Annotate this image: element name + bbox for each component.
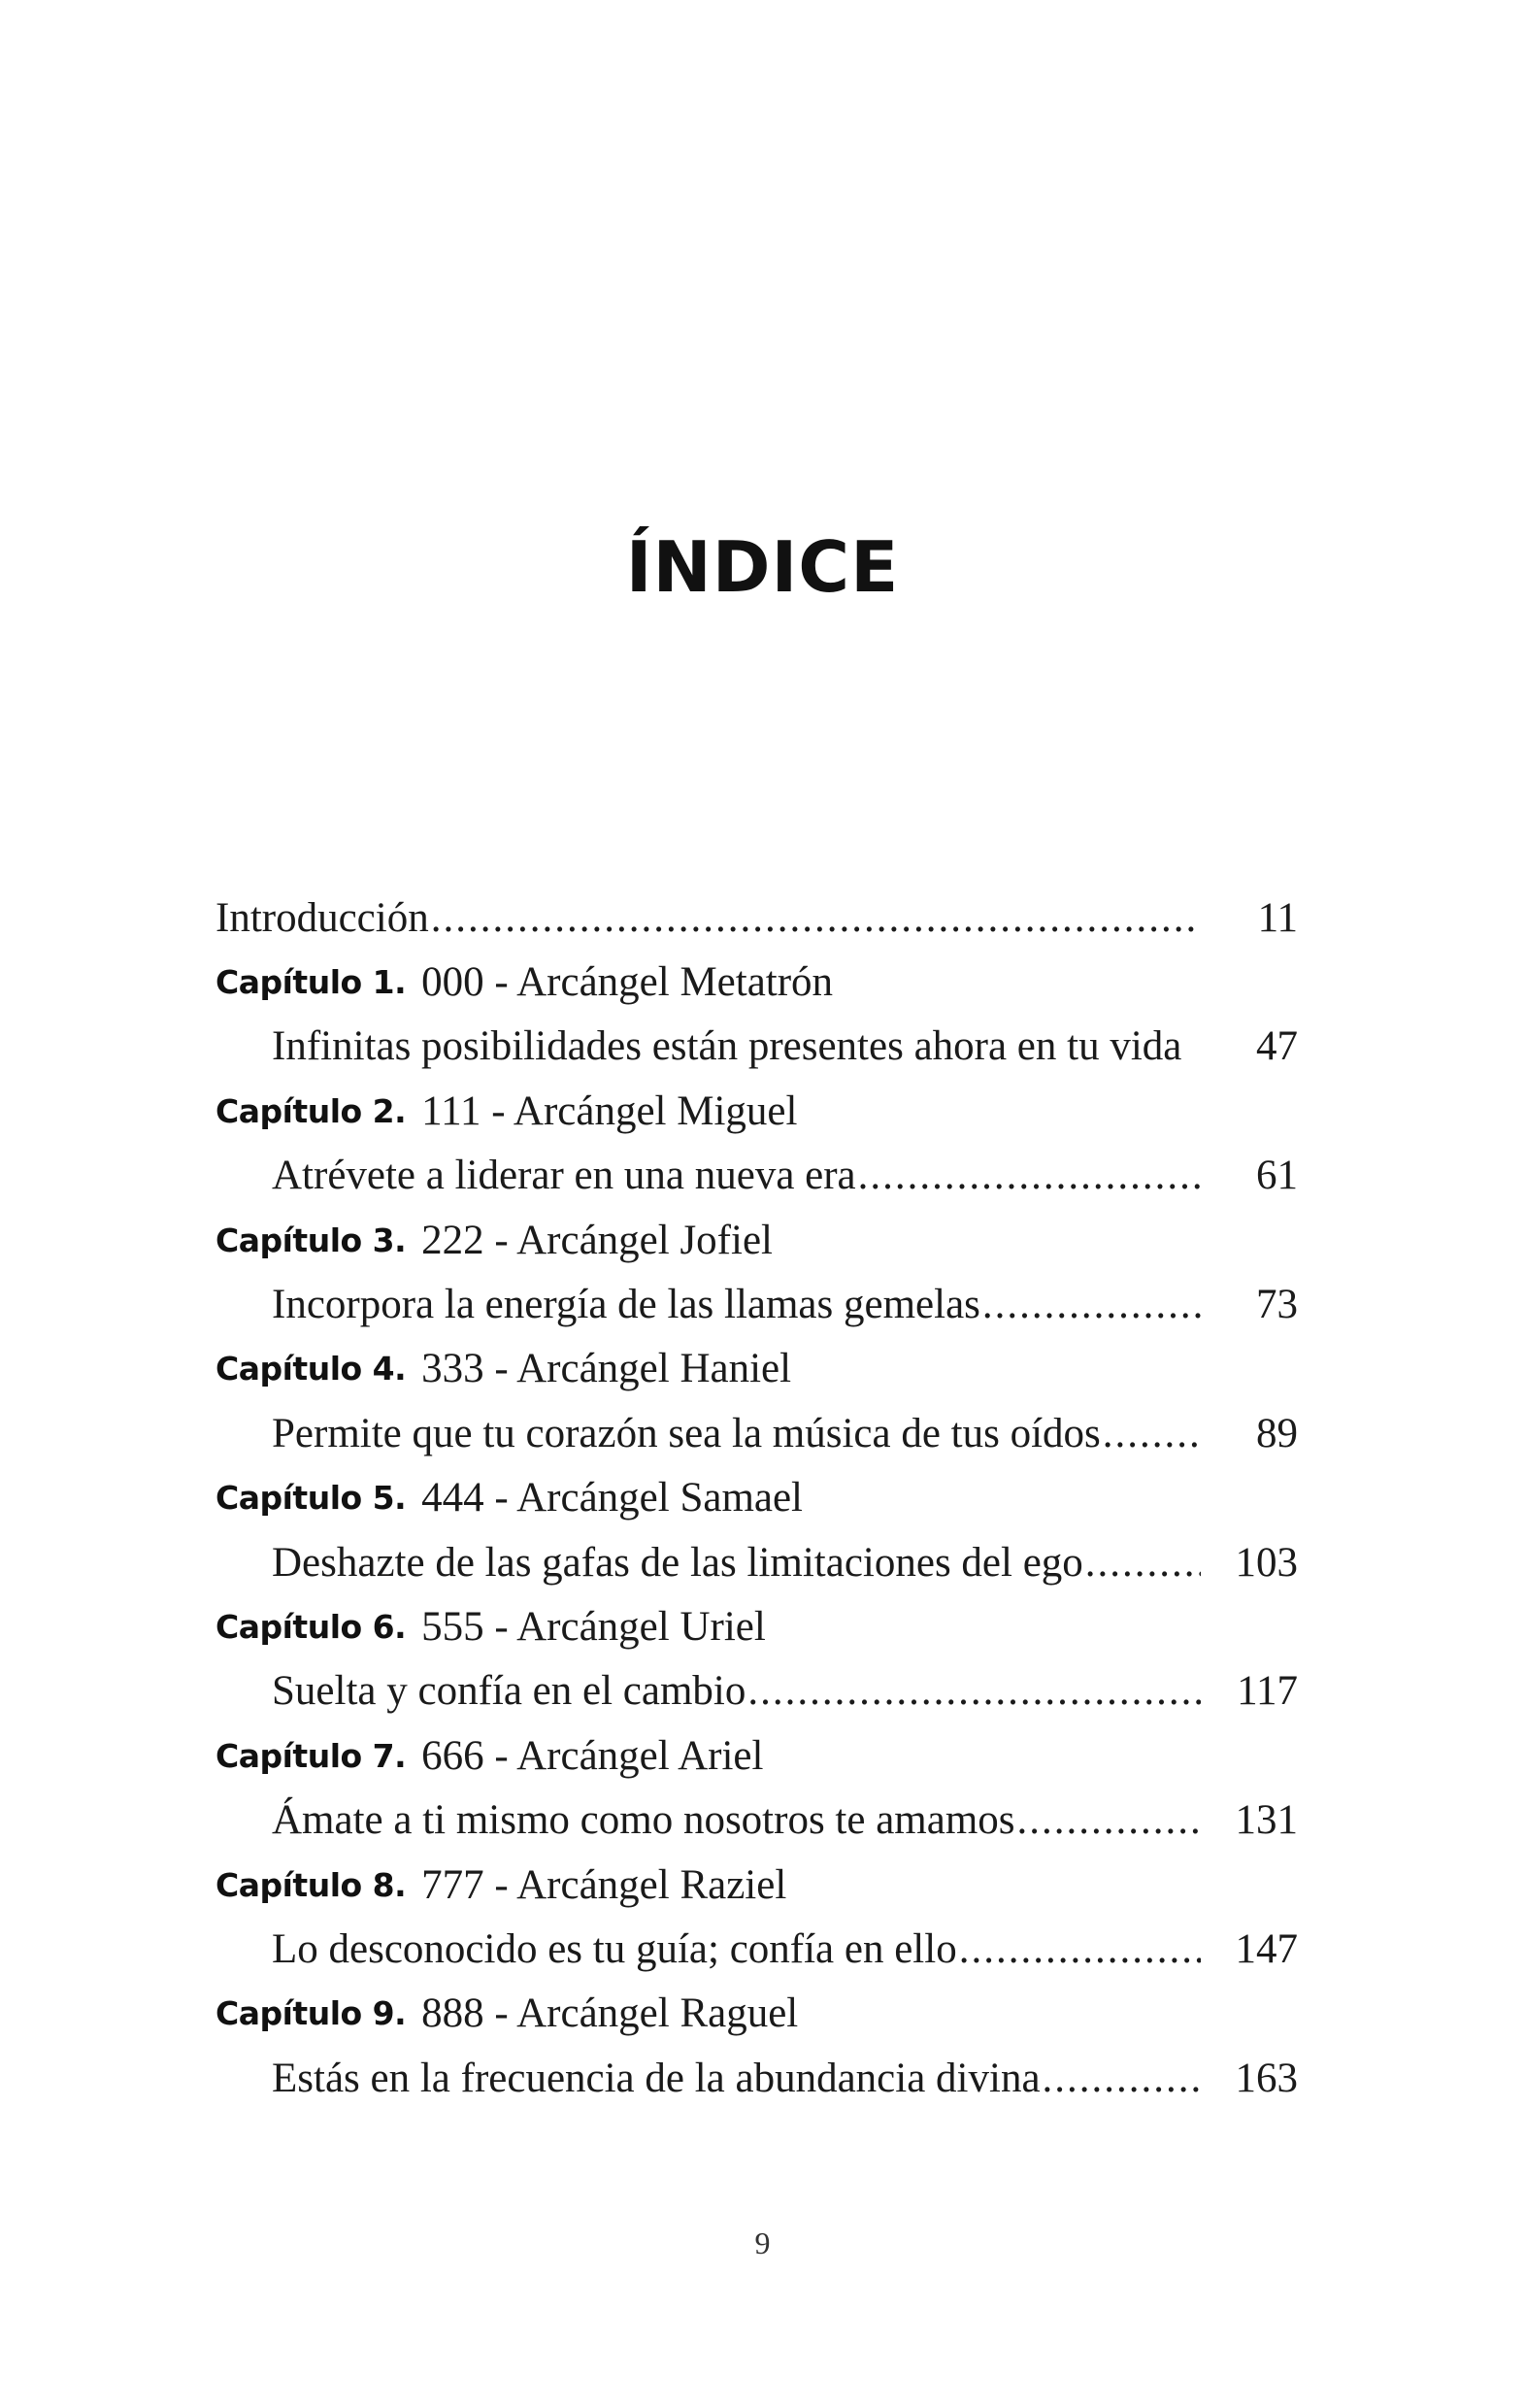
toc-entry-chapter-5[interactable]: [215, 1466, 1298, 1595]
chapter-heading-line: [215, 1208, 1298, 1272]
chapter-label: Capítulo 3.: [215, 1221, 407, 1259]
chapter-subtitle-line: [272, 1530, 1298, 1594]
dot-leader: [982, 1284, 1201, 1325]
toc-entry-chapter-9[interactable]: [215, 1982, 1298, 2111]
dot-leader: [1043, 2057, 1201, 2099]
chapter-heading: 222 - Arcángel Jofiel: [421, 1217, 773, 1263]
toc-entry-chapter-3[interactable]: [215, 1208, 1298, 1337]
toc-entry-chapter-4[interactable]: [215, 1337, 1298, 1466]
toc-page-number: 73: [1256, 1282, 1298, 1328]
dot-leader: [431, 897, 1201, 939]
toc-page-number: 163: [1235, 2055, 1298, 2101]
chapter-heading: 000 - Arcángel Metatrón: [421, 959, 834, 1006]
toc-page-number: 147: [1235, 1926, 1298, 1973]
chapter-label: Capítulo 2.: [215, 1091, 407, 1130]
chapter-subtitle: Lo desconocido es tu guía; confía en ello: [272, 1926, 957, 1973]
dot-leader: [1085, 1542, 1201, 1584]
chapter-heading-line: [215, 1723, 1298, 1788]
chapter-subtitle-line: [272, 1917, 1298, 1981]
toc-entry-introduction[interactable]: [215, 886, 1298, 950]
chapter-heading-line: [215, 1337, 1298, 1401]
toc-page-number: 103: [1235, 1539, 1298, 1586]
chapter-heading-line: [215, 1466, 1298, 1530]
chapter-heading-line: [215, 1982, 1298, 2046]
chapter-heading: 888 - Arcángel Raguel: [421, 1990, 799, 2037]
chapter-label: Capítulo 7.: [215, 1736, 407, 1775]
dot-leader: [959, 1928, 1201, 1970]
chapter-heading-line: [215, 1853, 1298, 1917]
toc-entry-chapter-7[interactable]: [215, 1723, 1298, 1853]
chapter-subtitle-line: [272, 1015, 1298, 1079]
dot-leader: [747, 1670, 1201, 1712]
chapter-subtitle-line: [272, 1144, 1298, 1208]
chapter-subtitle-line: [272, 1659, 1298, 1723]
toc-entry-chapter-1[interactable]: [215, 950, 1298, 1079]
chapter-heading: 777 - Arcángel Raziel: [421, 1861, 787, 1908]
chapter-label: Capítulo 8.: [215, 1865, 407, 1904]
chapter-subtitle-line: [272, 2046, 1298, 2110]
chapter-label: Capítulo 5.: [215, 1479, 407, 1518]
chapter-subtitle: Estás en la frecuencia de la abundancia divina: [272, 2055, 1041, 2101]
chapter-heading-line: [215, 1079, 1298, 1143]
chapter-heading: 111 - Arcángel Miguel: [421, 1087, 798, 1134]
chapter-heading: 666 - Arcángel Ariel: [421, 1732, 764, 1779]
toc-entry-chapter-8[interactable]: [215, 1853, 1298, 1982]
toc-entry-chapter-6[interactable]: [215, 1594, 1298, 1723]
chapter-subtitle: Deshazte de las gafas de las limitaciones del ego: [272, 1539, 1083, 1586]
table-of-contents: [215, 886, 1298, 2111]
toc-page-number: 131: [1235, 1797, 1298, 1844]
toc-page-number: 89: [1256, 1410, 1298, 1456]
chapter-heading-line: [215, 1594, 1298, 1658]
chapter-heading-line: [215, 950, 1298, 1014]
toc-page-number: 11: [1257, 894, 1298, 941]
dot-leader: [1017, 1799, 1201, 1841]
chapter-label: Capítulo 9.: [215, 1994, 407, 2033]
chapter-subtitle: Suelta y confía en el cambio: [272, 1668, 746, 1715]
page-title: ÍNDICE: [625, 526, 900, 608]
toc-page-number: 47: [1256, 1023, 1298, 1070]
chapter-subtitle-line: [272, 1401, 1298, 1465]
chapter-subtitle: Permite que tu corazón sea la música de tus oídos: [272, 1410, 1101, 1456]
toc-entry-label: Introducción: [215, 894, 429, 941]
toc-entry-chapter-2[interactable]: [215, 1079, 1298, 1208]
dot-leader: [1103, 1413, 1201, 1455]
chapter-heading: 555 - Arcángel Uriel: [421, 1604, 766, 1651]
toc-page-number: 61: [1256, 1153, 1298, 1199]
toc-page-number: 117: [1237, 1668, 1298, 1715]
chapter-subtitle-line: [272, 1272, 1298, 1336]
chapter-heading: 444 - Arcángel Samael: [421, 1475, 804, 1522]
chapter-subtitle: Atrévete a liderar en una nueva era: [272, 1153, 856, 1199]
chapter-subtitle-line: [272, 1789, 1298, 1853]
chapter-label: Capítulo 6.: [215, 1608, 407, 1647]
chapter-label: Capítulo 4.: [215, 1350, 407, 1388]
dot-leader: [858, 1154, 1201, 1196]
chapter-label: Capítulo 1.: [215, 963, 407, 1002]
toc-line: [215, 886, 1298, 950]
page-number-footer: 9: [754, 2225, 771, 2260]
chapter-heading: 333 - Arcángel Haniel: [421, 1346, 792, 1392]
chapter-subtitle: Infinitas posibilidades están presentes ahora en tu vida: [272, 1023, 1182, 1070]
chapter-subtitle: Incorpora la energía de las llamas gemelas: [272, 1282, 980, 1328]
chapter-subtitle: Ámate a ti mismo como nosotros te amamos: [272, 1797, 1015, 1844]
